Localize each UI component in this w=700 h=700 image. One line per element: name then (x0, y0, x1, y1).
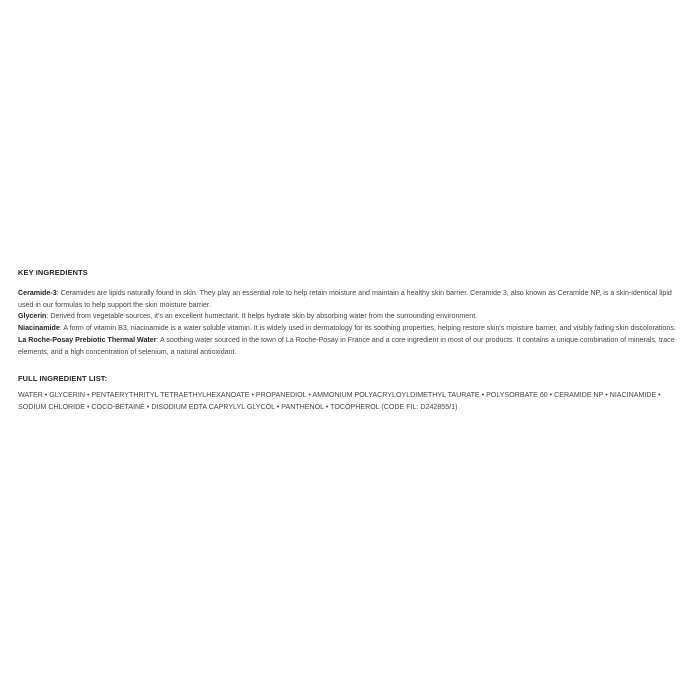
full-ingredient-list-heading: FULL INGREDIENT LIST: (18, 374, 108, 384)
ingredient-name: La Roche-Posay Prebiotic Thermal Water (18, 335, 157, 344)
ingredient-item-niacinamide (18, 323, 686, 335)
ingredient-description: : A form of vitamin B3, niacinamide is a water soluble vitamin. It is widely used in dermatology for its soothing properties, helping restore skin's moisture barrier, and visibly fading skin discolorations. (59, 324, 676, 333)
ingredient-item-glycerin (18, 311, 686, 323)
key-ingredients-list (18, 288, 686, 358)
ingredient-item-thermal-water (18, 335, 686, 358)
ingredient-name: Glycerin (18, 312, 47, 321)
ingredient-name: Niacinamide (18, 324, 60, 333)
product-ingredients-panel (18, 268, 686, 414)
ingredient-description: : Derived from vegetable sources, it's an excellent humectant. It helps hydrate skin by absorbing water from the surrounding environment. (46, 312, 478, 321)
key-ingredients-section (18, 268, 686, 358)
full-ingredient-list-section (18, 374, 686, 413)
ingredient-item-ceramide-3 (18, 288, 686, 311)
ingredient-description: : Ceramides are lipids naturally found in skin. They play an essential role to help retain moisture and maintain a healthy skin barrier. Ceramide 3, also known as Ceramide NP, is a skin-identical lipid used in our formulas to help support the skin moisture barrier. (18, 289, 672, 309)
full-ingredient-list-text: WATER • GLYCERIN • PENTAERYTHRITYL TETRAETHYLHEXANOATE • PROPANEDIOL • AMMONIUM POLYACRYLOYLDIMETHYL TAURATE • POLYSORBATE 60 • CERAMIDE NP • NIACINAMIDE • SODIUM CHLORIDE • COCO-BETAINE • DISODIUM EDTA CAPRYLYL GLYCOL • PANTHENOL • TOCOPHEROL (CODE FIL: D242855/1) (18, 391, 661, 411)
ingredient-description: : A soothing water sourced in the town of La Roche-Posay in France and a core ingredient in most of our products. It contains a unique combination of minerals, trace elements, and a high concentration of selenium, a natural antioxidant. (18, 335, 675, 356)
ingredient-name: Ceramide-3 (18, 289, 57, 297)
key-ingredients-heading: KEY INGREDIENTS (18, 268, 88, 277)
